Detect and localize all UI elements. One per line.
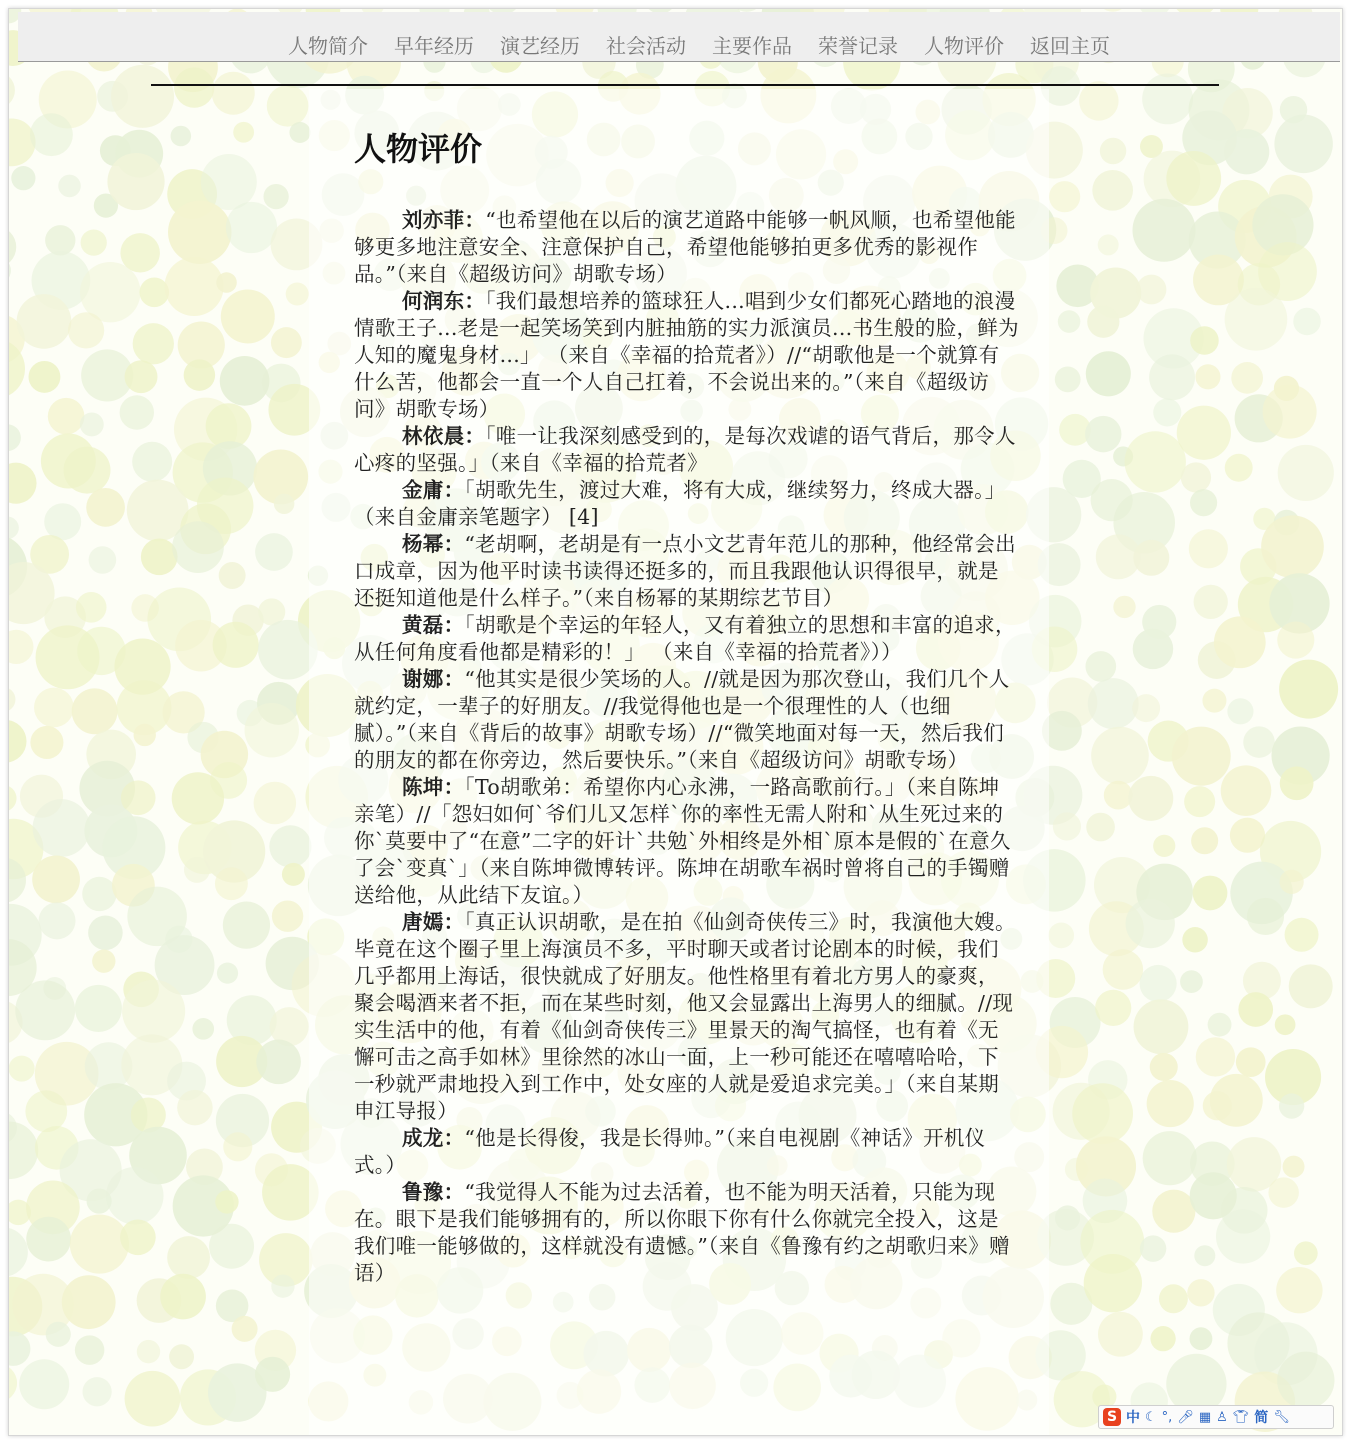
quote-paragraph [354, 1179, 1019, 1287]
browser-page [8, 8, 1343, 1436]
header-divider [151, 84, 1219, 86]
quote-text: 「唯一让我深刻感受到的，是每次戏谑的语气背后，那令人心疼的坚强。」（来自《幸福的拾荒者》 [354, 424, 1016, 475]
sogou-logo-icon[interactable]: S [1103, 1408, 1121, 1426]
page-title: 人物评价 [354, 130, 483, 168]
quote-paragraph [354, 477, 1019, 531]
quote-paragraph [354, 774, 1019, 909]
quote-speaker: 陈坤： [402, 775, 465, 799]
ime-toolbar[interactable] [1098, 1405, 1334, 1429]
quote-text: 「真正认识胡歌，是在拍《仙剑奇侠传三》时，我演他大嫂。毕竟在这个圈子里上海演员不多，平时聊天或者讨论剧本的时候，我们几乎都用上海话，很快就成了好朋友。他性格里有着北方男人的豪爽，聚会喝酒来者不拒，而在某些时刻，他又会显露出上海男人的细腻。//现实生活中的他，有着《仙剑奇侠传三》里景天的淘气搞怪，也有着《无懈可击之高手如林》里徐然的冰山一面，上一秒可能还在嘻嘻哈哈，下一秒就严肃地投入到工作中，处女座的人就是爱追求完美。」（来自某期申江导报） [354, 910, 1016, 1123]
quote-text: 「胡歌先生，渡过大难，将有大成，继续努力，终成大器。」（来自金庸亲笔题字） [4] [354, 478, 1006, 529]
quote-paragraph [354, 423, 1019, 477]
quote-speaker: 鲁豫： [402, 1180, 465, 1204]
quote-text: “我觉得人不能为过去活着，也不能为明天活着，只能为现在。眼下是我们能够拥有的，所以你眼下你有什么你就完全投入，这是我们唯一能够做的，这样就没有遗憾。”（来自《鲁豫有约之胡歌归来》赠语） [354, 1180, 1010, 1285]
punctuation-icon[interactable]: °, [1161, 1409, 1173, 1425]
top-navbar [18, 12, 1340, 62]
quote-speaker: 刘亦菲： [402, 208, 486, 232]
quote-speaker: 黄磊： [402, 613, 465, 637]
nav-menu [280, 32, 1123, 60]
nav-item-honors[interactable]: 荣誉记录 [818, 34, 898, 58]
quote-paragraph [354, 1125, 1019, 1179]
quote-speaker: 何润东： [402, 289, 486, 313]
quote-paragraph [354, 288, 1019, 423]
moon-icon[interactable]: ☾ [1145, 1409, 1157, 1425]
quote-text: 「我们最想培养的篮球狂人...唱到少女们都死心踏地的浪漫情歌王子...老是一起笑场笑到内脏抽筋的实力派演员...书生般的脸，鲜为人知的魔鬼身材...」 （来自《幸福的拾荒者》）//“胡歌他是一个就算有什么苦，他都会一直一个人自己扛着，不会说出来的。”（来自《超级访问》胡歌专场） [354, 289, 1019, 421]
nav-item-social-activities[interactable]: 社会活动 [606, 34, 686, 58]
quote-speaker: 谢娜： [402, 667, 465, 691]
quote-speaker: 成龙： [402, 1126, 465, 1150]
quote-speaker: 唐嫣： [402, 910, 465, 934]
quote-speaker: 林依晨： [402, 424, 486, 448]
wrench-icon[interactable]: 🔧︎ [1273, 1409, 1290, 1425]
ime-mode-toggle[interactable]: 中 [1126, 1410, 1140, 1426]
charset-toggle[interactable]: 简 [1254, 1410, 1269, 1426]
quote-text: “也希望他在以后的演艺道路中能够一帆风顺，也希望他能够更多地注意安全、注意保护自己，希望他能够拍更多优秀的影视作品。”（来自《超级访问》胡歌专场） [354, 208, 1016, 286]
skin-shirt-icon[interactable]: 👕︎ [1232, 1409, 1250, 1425]
quote-paragraph [354, 207, 1019, 288]
quote-speaker: 金庸： [402, 478, 465, 502]
nav-item-home[interactable]: 返回主页 [1030, 34, 1110, 58]
quote-paragraph [354, 531, 1019, 612]
quote-paragraph [354, 909, 1019, 1125]
quote-speaker: 杨幂： [402, 532, 465, 556]
quote-paragraph [354, 666, 1019, 774]
nav-item-evaluations[interactable]: 人物评价 [924, 34, 1004, 58]
article [354, 127, 1019, 1287]
nav-item-profile[interactable]: 人物简介 [288, 34, 368, 58]
keyboard-icon[interactable]: ▦ [1198, 1409, 1212, 1425]
microphone-icon[interactable]: 🎤︎ [1177, 1409, 1194, 1425]
quote-paragraph [354, 612, 1019, 666]
nav-item-works[interactable]: 主要作品 [712, 34, 792, 58]
nav-item-career[interactable]: 演艺经历 [500, 34, 580, 58]
quote-text: 「To胡歌弟：希望你内心永沸，一路高歌前行。」（来自陈坤亲笔）//「怨妇如何`爷们儿又怎样`你的率性无需人附和`从生死过来的你`莫要中了“在意”二字的奸计`共勉`外相终是外相`原本是假的`在意久了会`变真`」（来自陈坤微博转评。陈坤在胡歌车祸时曾将自己的手镯赠送给他，从此结下友谊。） [354, 775, 1011, 907]
quote-text: “他其实是很少笑场的人。//就是因为那次登山，我们几个人就约定，一辈子的好朋友。//我觉得他也是一个很理性的人（也细腻）。”（来自《背后的故事》胡歌专场）//“微笑地面对每一天，然后我们的朋友的都在你旁边，然后要快乐。”（来自《超级访问》胡歌专场） [354, 667, 1010, 772]
nav-item-early-life[interactable]: 早年经历 [394, 34, 474, 58]
user-icon[interactable]: ♙ [1216, 1409, 1228, 1425]
quote-text: 「胡歌是个幸运的年轻人，又有着独立的思想和丰富的追求，从任何角度看他都是精彩的！」 （来自《幸福的拾荒者》）） [354, 613, 1016, 664]
quote-text: “老胡啊，老胡是有一点小文艺青年范儿的那种，他经常会出口成章，因为他平时读书读得还挺多的，而且我跟他认识得很早，就是还挺知道他是什么样子。”（来自杨幂的某期综艺节目） [354, 532, 1016, 610]
quote-text: “他是长得俊，我是长得帅。”（来自电视剧《神话》开机仪式。） [354, 1126, 986, 1177]
